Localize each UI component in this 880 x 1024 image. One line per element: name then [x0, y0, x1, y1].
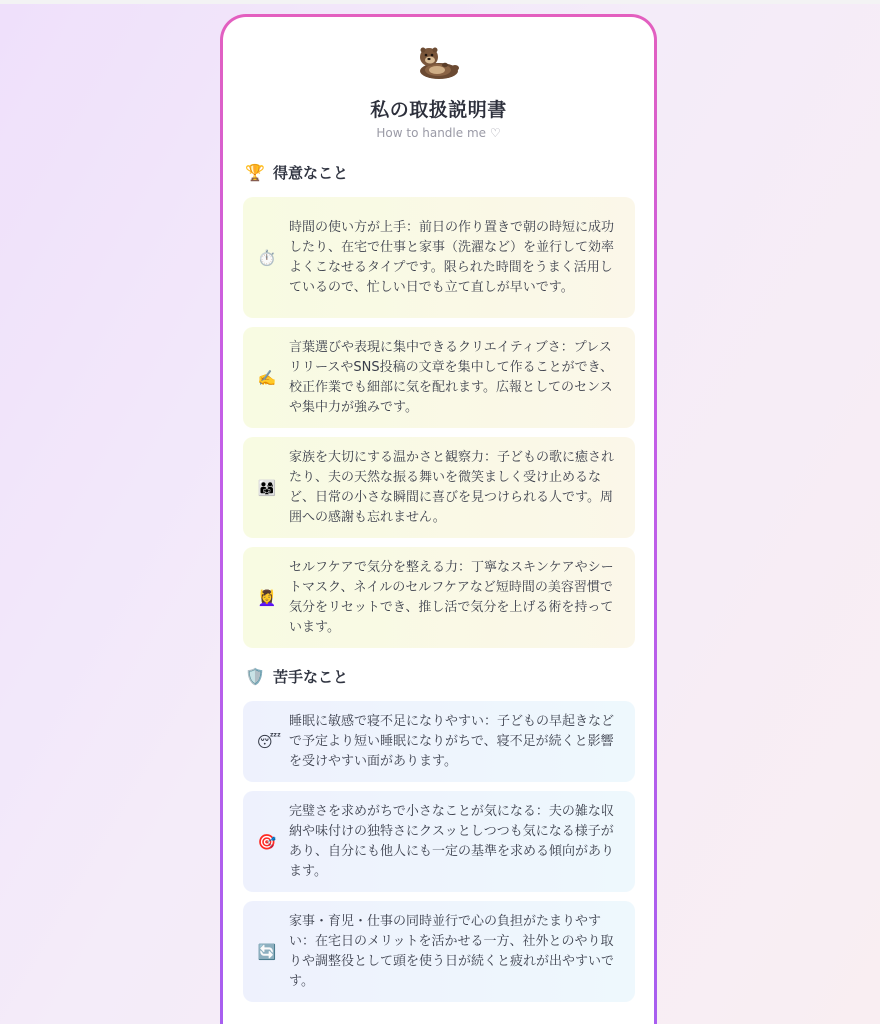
self-care-icon: 💆‍♀️	[257, 588, 277, 607]
otter-icon	[415, 43, 463, 83]
profile-card	[223, 17, 654, 1024]
list-item	[243, 197, 635, 318]
page-title: 私の取扱説明書	[370, 99, 507, 121]
weaknesses-section	[243, 666, 634, 1002]
list-item-text: 言葉選びや表現に集中できるクリエイティブさ：プレスリリースやSNS投稿の文章を集中して作ることができ、校正作業でも細部に気を配れます。広報としてのセンスや集中力が強みです。	[289, 339, 614, 415]
list-item-text: 完璧さを求めがちで小さなことが気になる：夫の雑な収納や味付けの独特さにクスッとしつつも気になる様子があり、自分にも他人にも一定の基準を求める傾向があります。	[289, 803, 615, 879]
sleeping-face-icon: 😴	[257, 732, 282, 751]
target-icon: 🎯	[257, 832, 277, 851]
cycle-arrows-icon: 🔄	[257, 942, 277, 961]
family-icon: 👨‍👩‍👧	[257, 478, 277, 497]
strengths-section	[243, 162, 634, 648]
list-item-text: 家事・育児・仕事の同時並行で心の負担がたまりやすい：在宅日のメリットを活かせる一方、社外とのやり取りや調整役として頭を使う日が続くと疲れが出やすいです。	[289, 913, 615, 989]
weaknesses-heading	[245, 666, 634, 687]
list-item-text: 家族を大切にする温かさと観察力：子どもの歌に癒されたり、夫の天然な振る舞いを微笑ましく受け止めるなど、日常の小さな瞬間に喜びを見つけられる人です。周囲への感謝も忘れません。	[289, 449, 615, 525]
list-item-text: セルフケアで気分を整える力：丁寧なスキンケアやシートマスク、ネイルのセルフケアなど短時間の美容習慣で気分をリセットでき、推し活で気分を上げる術を持っています。	[289, 559, 614, 635]
writing-hand-icon: ✍️	[257, 368, 277, 387]
strengths-heading	[245, 162, 634, 183]
list-item	[243, 701, 635, 782]
list-item	[243, 547, 635, 648]
strengths-list	[243, 197, 634, 648]
window-top-edge	[0, 0, 880, 4]
profile-card-frame	[220, 14, 657, 1024]
list-item	[243, 437, 635, 538]
list-item-text: 睡眠に敏感で寝不足になりやすい：子どもの早起きなどで予定より短い睡眠になりがちで、寝不足が続くと影響を受けやすい面があります。	[289, 713, 615, 769]
trophy-icon: 🏆	[245, 163, 265, 182]
strengths-heading-label: 得意なこと	[273, 164, 349, 182]
list-item	[243, 901, 635, 1002]
list-item-text: 時間の使い方が上手：前日の作り置きで朝の時短に成功したり、在宅で仕事と家事（洗濯など）を並行して効率よくこなせるタイプです。限られた時間をうまく活用しているので、忙しい日でも立て直しが早いです。	[289, 219, 615, 295]
page-subtitle: How to handle me ♡	[376, 126, 501, 140]
list-item	[243, 327, 635, 428]
weaknesses-heading-label: 苦手なこと	[273, 668, 349, 686]
list-item	[243, 791, 635, 892]
stopwatch-icon: ⏱️	[257, 248, 277, 267]
weaknesses-list	[243, 701, 634, 1002]
shield-icon: 🛡️	[245, 667, 265, 686]
